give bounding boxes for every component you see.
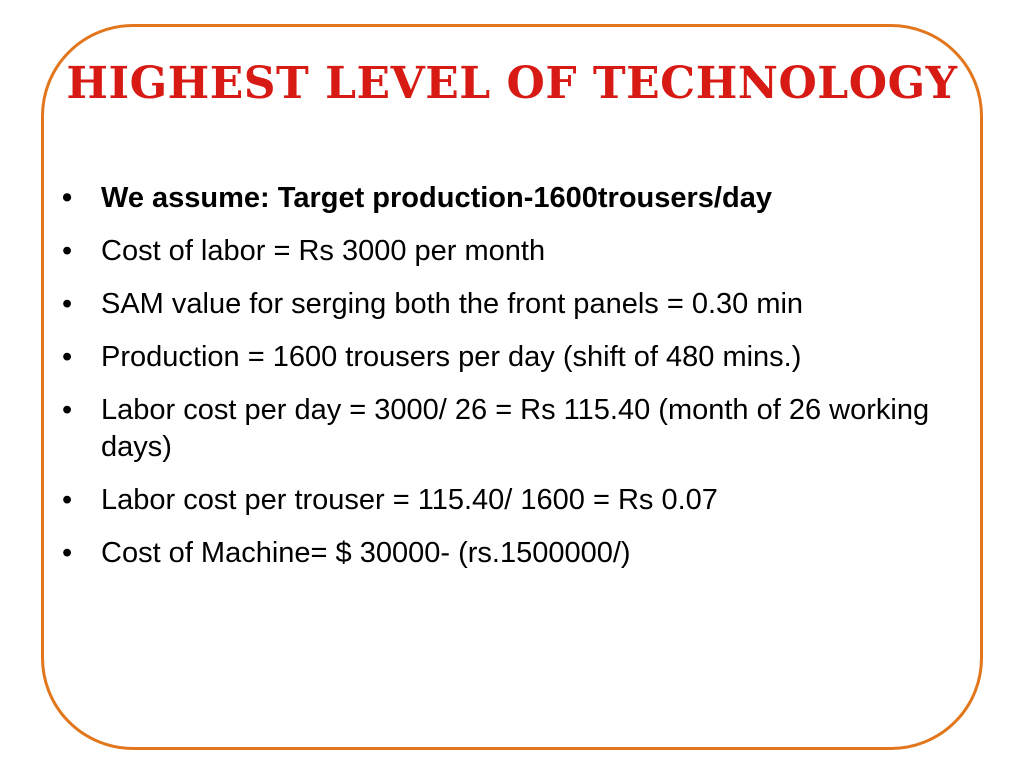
bullet-dot: •: [62, 288, 73, 320]
bullet-item-production: [62, 339, 982, 376]
bullet-text: Labor cost per day = 3000/ 26 = Rs 115.40 (month of 26 working days): [101, 394, 930, 463]
slide-title: HIGHEST LEVEL OF TECHNOLOGY: [66, 58, 958, 109]
bullet-text: SAM value for serging both the front panels = 0.30 min: [101, 288, 804, 320]
bullet-item-labor-cost-per-trouser: [62, 482, 982, 519]
bullet-item-labor-cost: [62, 233, 982, 270]
bullet-dot: •: [62, 235, 73, 267]
bullet-item-labor-cost-per-day: [62, 392, 982, 466]
bullet-text: Cost of labor = Rs 3000 per month: [101, 235, 546, 267]
bullet-text: Production = 1600 trousers per day (shift of 480 mins.): [101, 341, 802, 373]
bullet-dot: •: [62, 484, 73, 516]
bullet-text: Labor cost per trouser = 115.40/ 1600 = Rs 0.07: [101, 484, 718, 516]
bullet-text: We assume: Target production-1600trousers/day: [101, 182, 772, 214]
bullet-item-assumption: [62, 180, 982, 217]
bullet-dot: •: [62, 182, 73, 214]
bullet-item-machine-cost: [62, 535, 982, 572]
bullet-text: Cost of Machine= $ 30000- (rs.1500000/): [101, 537, 631, 569]
bullet-dot: •: [62, 341, 73, 373]
bullet-item-sam-value: [62, 286, 982, 323]
bullet-list: [62, 180, 982, 588]
bullet-dot: •: [62, 394, 73, 426]
bullet-dot: •: [62, 537, 73, 569]
